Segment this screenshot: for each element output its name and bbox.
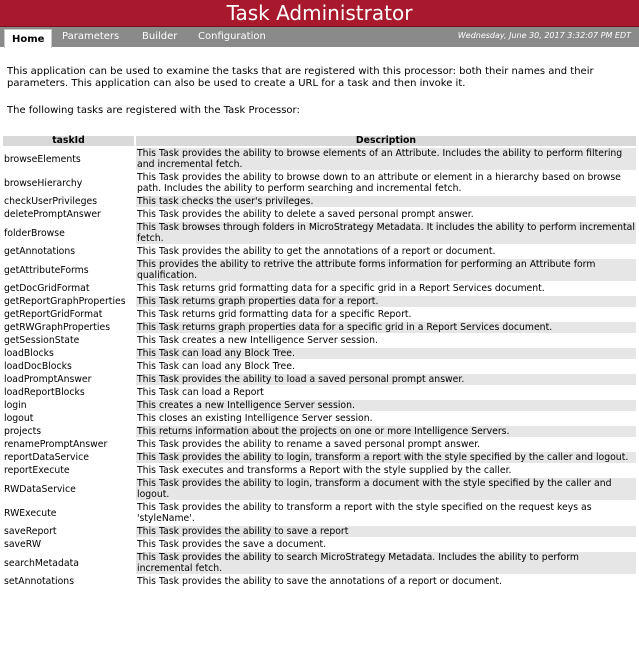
task-description-cell: This Task provides the ability to search MicroStrategy Metadata. Includes the ability to perform incremental fetch. <box>136 552 636 574</box>
table-row <box>3 335 636 346</box>
task-description-cell: This Task returns graph properties data for a report. <box>136 296 636 307</box>
table-row <box>3 148 636 170</box>
tab-configuration[interactable]: Configuration <box>198 31 266 42</box>
table-row <box>3 426 636 437</box>
table-row <box>3 246 636 257</box>
task-id-cell[interactable]: folderBrowse <box>3 222 134 244</box>
task-id-cell[interactable]: getSessionState <box>4 335 80 346</box>
table-row <box>3 387 636 398</box>
table-row <box>3 309 636 320</box>
table-row <box>3 502 636 524</box>
table-row <box>3 526 636 537</box>
task-id-cell[interactable]: logout <box>4 413 34 424</box>
task-description-cell: This Task returns grid formatting data for a specific grid in a Report Services document. <box>136 283 636 294</box>
table-row <box>3 465 636 476</box>
task-description-cell: This Task provides the ability to browse elements of an Attribute. Includes the ability to perform filtering and incremental fetch. <box>136 148 636 170</box>
datetime-text: Wednesday, June 30, 2017 3:32:07 PM EDT <box>457 31 631 40</box>
task-description-cell: This returns information about the projects on one or more Intelligence Servers. <box>136 426 636 437</box>
task-description-cell: This Task provides the ability to get the annotations of a report or document. <box>136 246 636 257</box>
table-row <box>3 209 636 220</box>
task-id-cell[interactable]: getDocGridFormat <box>4 283 90 294</box>
task-id-cell[interactable]: reportExecute <box>4 465 70 476</box>
tab-builder[interactable]: Builder <box>142 31 178 42</box>
task-id-cell[interactable]: browseElements <box>3 148 134 170</box>
task-id-cell[interactable]: loadBlocks <box>3 348 134 359</box>
task-description-cell: This Task provides the ability to transform a report with the style specified on the request keys as 'styleName'. <box>136 502 636 524</box>
task-description-cell: This Task provides the ability to delete a saved personal prompt answer. <box>136 209 636 220</box>
table-row <box>3 478 636 500</box>
table-row <box>3 361 636 372</box>
table-row <box>3 374 636 385</box>
task-id-cell[interactable]: saveReport <box>3 526 134 537</box>
task-id-cell[interactable]: renamePromptAnswer <box>4 439 108 450</box>
task-description-cell: This Task executes and transforms a Report with the style supplied by the caller. <box>136 465 636 476</box>
task-id-cell[interactable]: saveRW <box>4 539 42 550</box>
tasks-heading: The following tasks are registered with the Task Processor: <box>7 105 300 116</box>
task-id-cell[interactable]: loadPromptAnswer <box>3 374 134 385</box>
table-row <box>3 283 636 294</box>
task-description-cell: This Task provides the ability to load a saved personal prompt answer. <box>136 374 636 385</box>
table-row <box>3 576 636 587</box>
table-row <box>3 552 636 574</box>
tasks-table <box>1 134 638 589</box>
task-id-cell[interactable]: getAnnotations <box>4 246 76 257</box>
table-row <box>3 439 636 450</box>
task-description-cell: This Task provides the ability to rename a saved personal prompt answer. <box>136 439 636 450</box>
task-id-cell[interactable]: projects <box>3 426 134 437</box>
column-header-taskid: taskId <box>3 136 134 146</box>
task-description-cell: This Task returns graph properties data for a specific grid in a Report Services document. <box>136 322 636 333</box>
task-description-cell: This Task provides the ability to save the annotations of a report or document. <box>136 576 636 587</box>
task-id-cell[interactable]: getReportGridFormat <box>4 309 103 320</box>
task-id-cell[interactable]: checkUserPrivileges <box>3 196 134 207</box>
task-id-cell[interactable]: getAttributeForms <box>3 259 134 281</box>
task-description-cell: This Task can load any Block Tree. <box>136 361 636 372</box>
task-id-cell[interactable]: browseHierarchy <box>4 177 83 189</box>
task-description-cell: This Task provides the ability to login, transform a document with the style specified by the caller and logout. <box>136 478 636 500</box>
nav-bar <box>0 27 639 47</box>
task-id-cell[interactable]: setAnnotations <box>4 576 75 587</box>
table-row <box>3 400 636 411</box>
task-description-cell: This task checks the user's privileges. <box>136 196 636 207</box>
table-row <box>3 348 636 359</box>
task-id-cell[interactable]: getRWGraphProperties <box>3 322 134 333</box>
task-description-cell: This Task provides the ability to login, transform a report with the style specified by the caller and logout. <box>136 452 636 463</box>
task-description-cell: This provides the ability to retrive the attribute forms information for performing an Attribute form qualification. <box>136 259 636 281</box>
table-row <box>3 413 636 424</box>
task-description-cell: This closes an existing Intelligence Server session. <box>136 413 636 424</box>
task-description-cell: This Task creates a new Intelligence Server session. <box>136 335 636 346</box>
intro-paragraph: This application can be used to examine the tasks that are registered with this processor: both their names and their parameters. This application can also be used to create a URL for a task and then invoke it. <box>7 66 594 89</box>
task-id-cell[interactable]: RWDataService <box>3 478 134 500</box>
table-row <box>3 452 636 463</box>
task-description-cell: This Task can load a Report <box>136 387 636 398</box>
task-id-cell[interactable]: reportDataService <box>3 452 134 463</box>
task-id-cell[interactable]: getReportGraphProperties <box>3 296 134 307</box>
task-description-cell: This Task provides the ability to save a report <box>136 526 636 537</box>
task-description-cell: This creates a new Intelligence Server session. <box>136 400 636 411</box>
task-description-cell: This Task provides the save a document. <box>136 539 636 550</box>
table-row <box>3 296 636 307</box>
tab-parameters[interactable]: Parameters <box>62 31 120 42</box>
table-row <box>3 259 636 281</box>
task-description-cell: This Task can load any Block Tree. <box>136 348 636 359</box>
task-description-cell: This Task browses through folders in MicroStrategy Metadata. It includes the ability to perform incremental fetch. <box>137 222 635 244</box>
table-row <box>3 539 636 550</box>
tab-home[interactable]: Home <box>4 29 52 48</box>
task-description-cell: This Task returns grid formatting data for a specific Report. <box>136 309 636 320</box>
table-row <box>3 322 636 333</box>
task-id-cell[interactable]: login <box>3 400 134 411</box>
task-id-cell[interactable]: deletePromptAnswer <box>4 209 101 220</box>
table-row <box>3 222 636 244</box>
task-id-cell[interactable]: loadDocBlocks <box>4 361 72 372</box>
task-id-cell[interactable]: RWExecute <box>4 507 57 519</box>
table-row <box>3 172 636 194</box>
task-description-cell: This Task provides the ability to browse down to an attribute or element in a hierarchy based on browse path. Includes the ability to perform searching and incremental fetch. <box>136 172 636 194</box>
table-row <box>3 196 636 207</box>
app-title: Task Administrator <box>0 0 639 27</box>
column-header-description: Description <box>136 136 636 146</box>
task-id-cell[interactable]: loadReportBlocks <box>4 387 85 398</box>
task-id-cell[interactable]: searchMetadata <box>3 552 134 574</box>
